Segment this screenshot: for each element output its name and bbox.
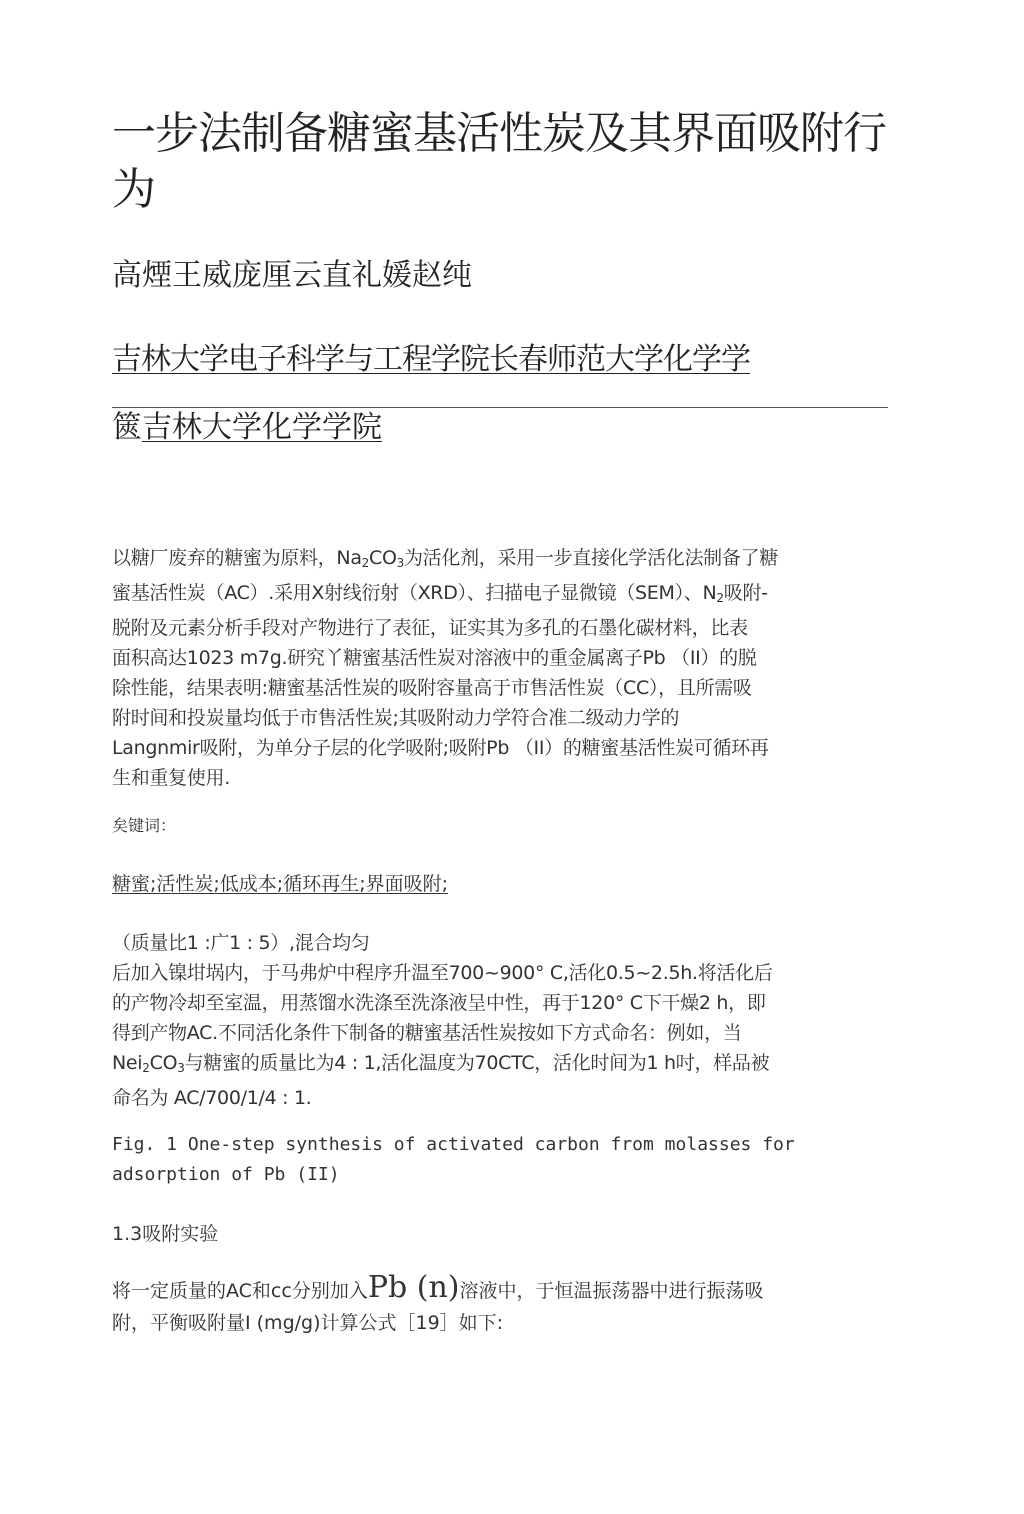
keywords-link[interactable]: 糖蜜;活性炭;低成本;循环再生;界面吸附; — [112, 873, 449, 895]
body-line: （质量比1 :广1 : 5）,混合均匀 — [112, 932, 370, 954]
affiliation-prefix: 篋 — [112, 410, 142, 445]
author-list: 高煙王威庞厘云直礼媛赵纯 — [112, 258, 472, 293]
body-line: 附，平衡吸附量I (mg/g)计算公式［19］如下: — [112, 1312, 504, 1334]
abstract-line: 除性能，结果表明:糖蜜基活性炭的吸附容量高于市售活性炭（CC），且所需吸 — [112, 677, 752, 699]
abstract-line: 蜜基活性炭（AC）.采用X射线衍射（XRD）、扫描电子显微镜（SEM）、$N_2$吸附- — [112, 582, 768, 605]
abstract — [112, 543, 902, 793]
body-line: $Nei_2CO_3$与糖蜜的质量比为4 : 1,活化温度为70CTC，活化时间为1 h吋，样品被 — [112, 1052, 770, 1075]
body-line: 将一定质量的AC和cc分别加入Pb (n)溶液中，于恒温振荡器中进行振荡吸 — [112, 1270, 764, 1305]
figure-caption — [112, 1130, 902, 1190]
abstract-line: 脱附及元素分析手段对产物进行了表征，证实其为多孔的石墨化碳材料，比表 — [112, 617, 748, 639]
abstract-line: 附时间和投炭量均低于市售活性炭;其吸附动力学符合准二级动力学的 — [112, 707, 680, 729]
affiliation-line-2 — [112, 408, 382, 448]
caption-line: Fig. 1 One-step synthesis of activated carbon from molasses for — [112, 1134, 795, 1155]
body-line: 命名为 AC/700/1/4 : 1. — [112, 1087, 312, 1109]
affiliation-link-2[interactable]: 吉林大学化学学院 — [142, 410, 382, 445]
body-line: 得到产物AC.不同活化条件下制备的糖蜜基活性炭按如下方式命名：例如，当 — [112, 1022, 742, 1044]
caption-line: adsorption of Pb (II) — [112, 1164, 340, 1185]
body-line: 后加入镍坩埚内，于马弗炉中程序升温至700~900° C,活化0.5~2.5h.将活化后 — [112, 962, 773, 984]
adsorption-paragraph — [112, 1272, 902, 1339]
abstract-line: 生和重复使用. — [112, 767, 230, 789]
section-heading: 1.3吸附实验 — [112, 1223, 219, 1245]
body-line: 的产物冷却至室温，用蒸馏水洗涤至洗涤液呈中性，再于120° C下干燥2 h，即 — [112, 992, 766, 1014]
pb-formula: Pb (n) — [367, 1270, 460, 1305]
abstract-line: Langnmir吸附，为单分子层的化学吸附;吸附Pb （II）的糖蜜基活性炭可循环再 — [112, 737, 769, 759]
abstract-line: 面积高达1023 m7g.研究丫糖蜜基活性炭对溶液中的重金属离子Pb （II）的脱 — [112, 647, 757, 669]
keywords-label: 矣键词： — [112, 816, 177, 835]
paper-title: 一步法制备糖蜜基活性炭及其界面吸附行为 — [112, 108, 886, 215]
abstract-line: 以糖厂废弃的糖蜜为原料，$Na_2CO_3$为活化剂，采用一步直接化学活化法制备了糖 — [112, 547, 778, 570]
method-paragraph — [112, 928, 902, 1113]
affiliation-link-1[interactable]: 吉林大学电子科学与工程学院长春师范大学化学学 — [112, 342, 750, 377]
